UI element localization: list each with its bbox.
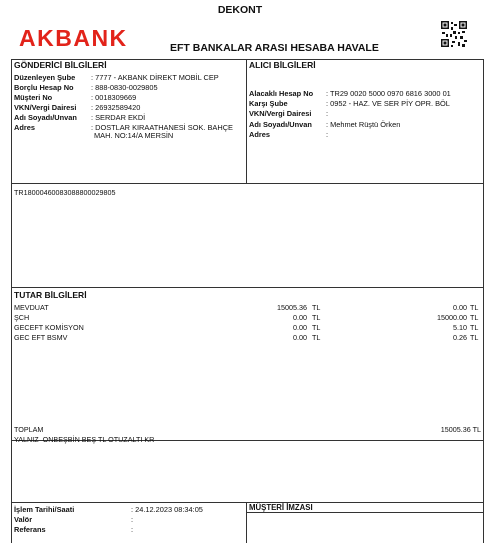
amount-name: ŞCH [14, 313, 30, 322]
field-label: Alacaklı Hesap No [249, 89, 314, 98]
divider [246, 59, 247, 183]
field-label: Adres [249, 130, 270, 139]
amount-value-1: 0.00 [293, 313, 307, 322]
amount-currency-2: TL [470, 303, 479, 312]
field-value: : 0018309669 [91, 93, 137, 102]
field-label: Referans [14, 525, 46, 534]
divider [246, 512, 484, 513]
amount-value-2: 15000.00 [437, 313, 467, 322]
field-value: : 888-0830-0029805 [91, 83, 158, 92]
amount-name: GEC EFT BSMV [14, 333, 68, 342]
amount-row [14, 333, 481, 343]
divider [246, 502, 247, 543]
amount-row [14, 303, 481, 313]
amount-currency-1: TL [312, 323, 321, 332]
reference-text: TR18000460083088800029805 [14, 188, 116, 197]
akbank-logo: AKBANK [19, 25, 128, 51]
field-value: : Mehmet Rüştü Örken [326, 120, 401, 129]
amount-value-2: 0.00 [453, 303, 467, 312]
divider [11, 287, 484, 288]
amount-currency-2: TL [470, 323, 479, 332]
amount-value-1: 0.00 [293, 333, 307, 342]
field-label: VKN/Vergi Dairesi [14, 103, 77, 112]
field-label: Düzenleyen Şube [14, 73, 76, 82]
field-value: : [131, 515, 134, 524]
field-value: : [326, 109, 329, 118]
document-title: DEKONT [217, 4, 263, 16]
amount-value-1: 0.00 [293, 323, 307, 332]
amount-value-2: 0.26 [453, 333, 467, 342]
qr-code-icon [440, 20, 468, 48]
field-value: : TR29 0020 5000 0970 6816 3000 01 [326, 89, 451, 98]
field-label: Karşı Şube [249, 99, 288, 108]
amounts-section-title: TUTAR BİLGİLERİ [14, 290, 87, 300]
total-label: TOPLAM [14, 425, 44, 434]
receiver-section-title: ALICI BİLGİLERİ [249, 60, 316, 70]
amount-row [14, 323, 481, 333]
amount-in-words: YALNIZ ONBEŞBİN BEŞ TL OTUZALTI KR [14, 435, 155, 444]
receipt-frame [11, 59, 484, 543]
divider [11, 502, 484, 503]
field-label: Müşteri No [14, 93, 53, 102]
field-value: : [131, 525, 134, 534]
amount-currency-2: TL [470, 333, 479, 342]
amount-name: MEVDUAT [14, 303, 49, 312]
field-label: İşlem Tarihi/Saati [14, 505, 75, 514]
amount-currency-1: TL [312, 333, 321, 342]
divider [11, 183, 484, 184]
field-label: Adı Soyadı/Unvan [249, 120, 312, 129]
field-value: : 0952 - HAZ. VE SER PİY OPR. BÖL [326, 99, 450, 108]
field-value: : 7777 - AKBANK DİREKT MOBİL CEP [91, 73, 219, 82]
sender-section-title: GÖNDERİCİ BİLGİLERİ [14, 60, 107, 70]
field-value: : 24.12.2023 08:34:05 [131, 505, 203, 514]
amount-name: GECEFT KOMİSYON [14, 323, 84, 332]
field-value-line2: MAH. NO:14/A MERSİN [94, 131, 174, 140]
amount-value-1: 15005.36 [277, 303, 307, 312]
document-subtitle: EFT BANKALAR ARASI HESABA HAVALE [170, 42, 379, 54]
amount-row [14, 313, 481, 323]
amount-currency-2: TL [470, 313, 479, 322]
customer-signature-title: MÜŞTERİ İMZASI [249, 503, 313, 512]
total-value: 15005.36 TL [440, 425, 481, 434]
amount-currency-1: TL [312, 303, 321, 312]
field-label: Adres [14, 123, 35, 132]
field-label: Borçlu Hesap No [14, 83, 74, 92]
amount-currency-1: TL [312, 313, 321, 322]
field-value: : DOSTLAR KIRAATHANESİ SOK. BAHÇE [91, 123, 233, 132]
field-value: : SERDAR EKDİ [91, 113, 146, 122]
field-label: Adı Soyadı/Unvan [14, 113, 77, 122]
field-label: Valör [14, 515, 33, 524]
field-value: : 26932589420 [91, 103, 141, 112]
amount-value-2: 5.10 [453, 323, 467, 332]
field-value: : [326, 130, 329, 139]
field-label: VKN/Vergi Dairesi [249, 109, 312, 118]
